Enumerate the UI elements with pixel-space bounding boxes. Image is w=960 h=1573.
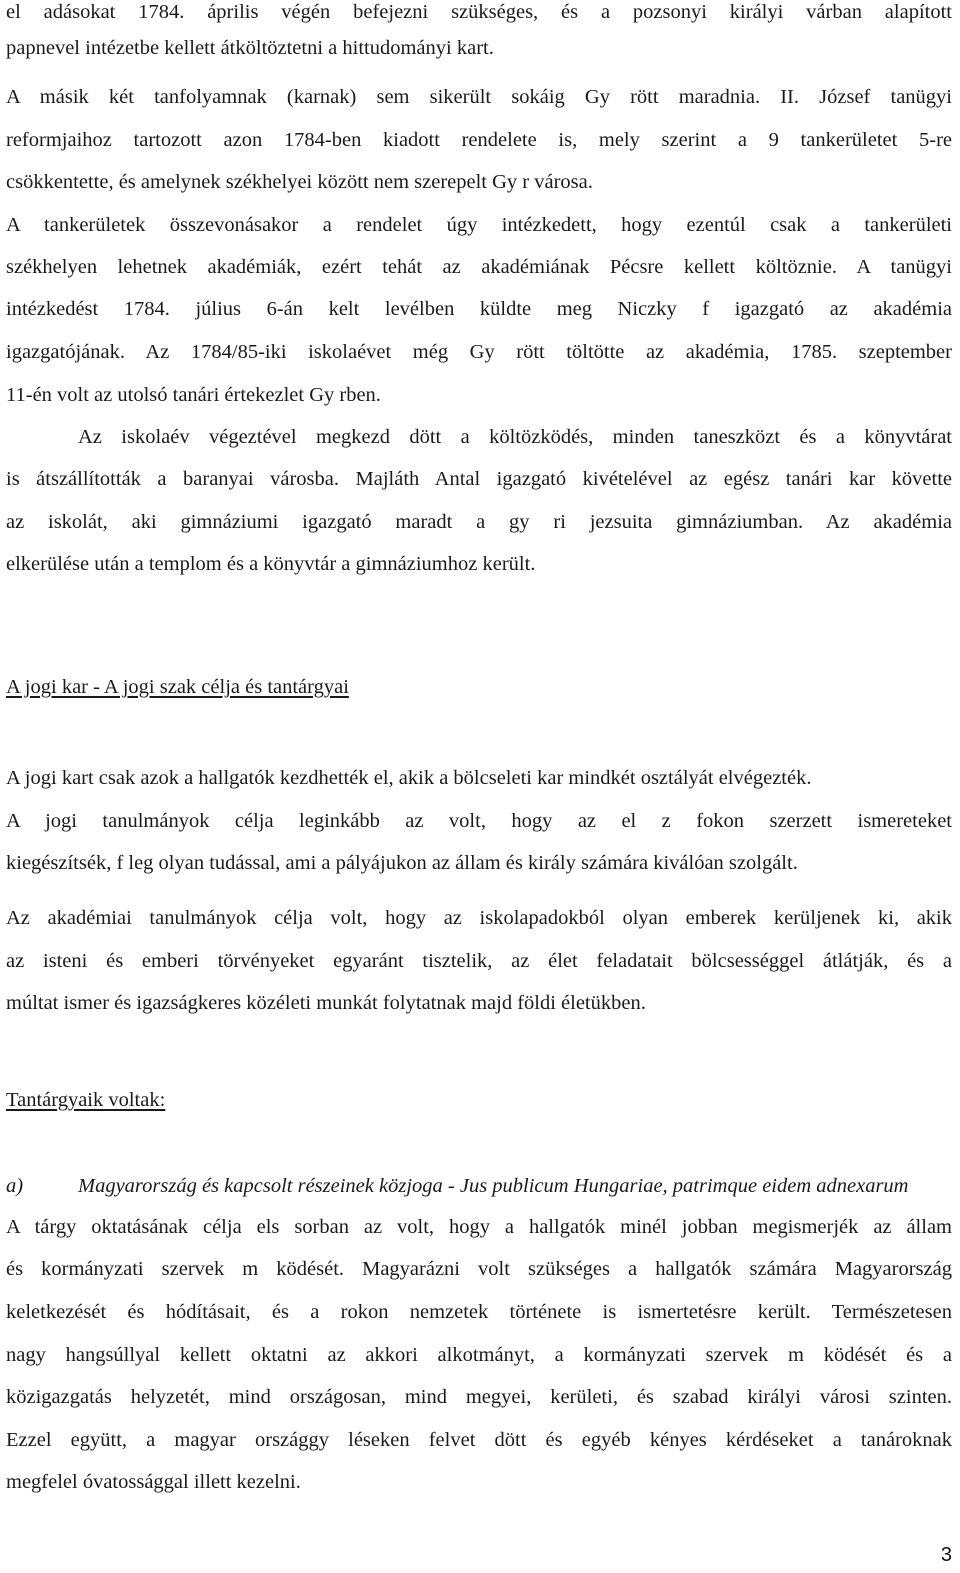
text-line: igazgatójának. Az 1784/85-iki iskolaévet még Gy rött töltötte az akadémia, 1785. szeptember bbox=[6, 341, 952, 363]
text-line: el adásokat 1784. április végén befejezni szükséges, és a pozsonyi királyi várban alapított bbox=[6, 1, 952, 23]
text-line: székhelyen lehetnek akadémiák, ezért tehát az akadémiának Pécsre kellett költöznie. A tanügyi bbox=[6, 256, 952, 278]
text-line: 11-én volt az utolsó tanári értekezlet Gy rben. bbox=[6, 384, 381, 406]
text-line: A másik két tanfolyamnak (karnak) sem sikerült sokáig Gy rött maradnia. II. József tanügyi bbox=[6, 86, 952, 108]
text-line: A tankerületek összevonásakor a rendelet úgy intézkedett, hogy ezentúl csak a tankerületi bbox=[6, 214, 952, 236]
text-line: A jogi tanulmányok célja leginkább az volt, hogy az el z fokon szerzett ismereteket bbox=[6, 810, 952, 832]
subjects-heading: Tantárgyaik voltak: bbox=[6, 1089, 166, 1111]
item-label: a) bbox=[6, 1175, 24, 1197]
text-line: megfelel óvatossággal illett kezelni. bbox=[6, 1471, 301, 1493]
text-line: az iskolát, aki gimnáziumi igazgató maradt a gy ri jezsuita gimnáziumban. Az akadémia bbox=[6, 511, 952, 533]
text-line: csökkentette, és amelynek székhelyei között nem szerepelt Gy r városa. bbox=[6, 171, 593, 193]
text-line: Az akadémiai tanulmányok célja volt, hogy az iskolapadokból olyan emberek kerüljenek ki, akik bbox=[6, 907, 952, 929]
text-line: intézkedést 1784. július 6-án kelt levélben küldte meg Niczky f igazgató az akadémia bbox=[6, 298, 952, 320]
text-line: elkerülése után a templom és a könyvtár a gimnáziumhoz került. bbox=[6, 553, 536, 575]
text-line: közigazgatás helyzetét, mind országosan, mind megyei, kerületi, és szabad királyi városi szinten. bbox=[6, 1386, 952, 1408]
text-line: A tárgy oktatásának célja els sorban az volt, hogy a hallgatók minél jobban megismerjék az állam bbox=[6, 1216, 952, 1238]
text-line: az isteni és emberi törvényeket egyaránt tisztelik, az élet feladatait bölcsességgel átlátják, és a bbox=[6, 950, 952, 972]
subject-item bbox=[6, 1171, 952, 1201]
text-line: papnevel intézetbe kellett átköltöztetni a hittudományi kart. bbox=[6, 37, 494, 59]
page-number: 3 bbox=[940, 1544, 952, 1566]
text-line: reformjaihoz tartozott azon 1784-ben kiadott rendelete is, mely szerint a 9 tankerületet 5-re bbox=[6, 129, 952, 151]
text-line: is átszállították a baranyai városba. Majláth Antal igazgató kivételével az egész tanári kar követte bbox=[6, 468, 952, 490]
item-title: Magyarország és kapcsolt részeinek közjoga - Jus publicum Hungariae, patrimque eidem adnexarum bbox=[78, 1175, 909, 1197]
text-line: kiegészítsék, f leg olyan tudással, ami a pályájukon az állam és király számára kiválóan szolgált. bbox=[6, 852, 798, 874]
text-line: Az iskolaév végeztével megkezd dött a költözködés, minden taneszközt és a könyvtárat bbox=[78, 426, 952, 448]
text-line: és kormányzati szervek m ködését. Magyarázni volt szükséges a hallgatók számára Magyarország bbox=[6, 1258, 952, 1280]
text-line: nagy hangsúllyal kellett oktatni az akkori alkotmányt, a kormányzati szervek m ködését és a bbox=[6, 1344, 952, 1366]
text-line: A jogi kart csak azok a hallgatók kezdhették el, akik a bölcseleti kar mindkét osztályát elvégezték. bbox=[6, 767, 812, 789]
section-heading: A jogi kar - A jogi szak célja és tantárgyai bbox=[6, 676, 349, 698]
text-line: keletkezését és hódításait, és a rokon nemzetek története is ismertetésre került. Természetesen bbox=[6, 1301, 952, 1323]
text-line: múltat ismer és igazságkeres közéleti munkát folytatnak majd földi életükben. bbox=[6, 992, 646, 1014]
text-line: Ezzel együtt, a magyar országgy léseken felvet dött és egyéb kényes kérdéseket a tanároknak bbox=[6, 1429, 952, 1451]
